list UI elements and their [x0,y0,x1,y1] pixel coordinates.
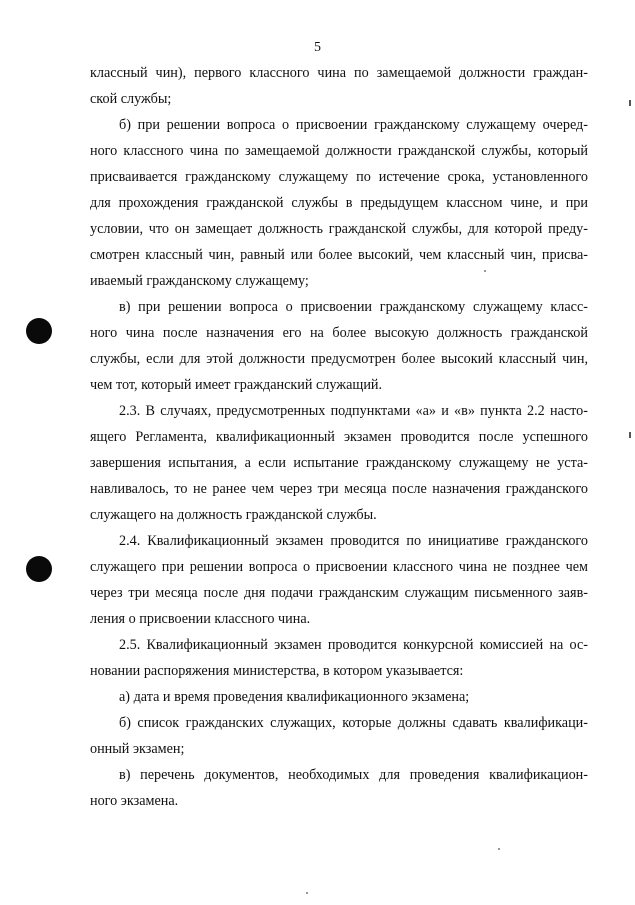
text-line: б) при решении вопроса о присвоении гражданскому служащему очеред- [119,117,588,133]
text-line: онный экзамен; [90,741,185,757]
text-line: ящего Регламента, квалификационный экзамен проводится после успешного [90,429,588,445]
text-line: в) при решении вопроса о присвоении гражданскому служащему класс- [119,299,588,315]
text-line: новании распоряжения министерства, в котором указывается: [90,663,464,679]
text-line: служащего при решении вопроса о присвоении классного чина не позднее чем [90,559,588,575]
punch-hole [26,318,52,344]
punch-hole [26,556,52,582]
text-line: а) дата и время проведения квалификационного экзамена; [119,689,470,705]
text-line: условии, что он замещает должность гражданской службы, для которой преду- [90,221,588,237]
text-line: чем тот, который имеет гражданский служащий. [90,377,383,393]
text-line: ного экзамена. [90,793,179,809]
edge-mark [629,100,631,106]
text-line: в) перечень документов, необходимых для проведения квалификацион- [119,767,588,783]
text-line: через три месяца после дня подачи гражданским служащим письменного заяв- [90,585,588,601]
text-line: 2.5. Квалификационный экзамен проводится конкурсной комиссией на ос- [119,637,588,653]
text-line: ного чина после назначения его на более высокую должность гражданской [90,325,588,341]
text-line: ного классного чина по замещаемой должности гражданской службы, который [90,143,588,159]
text-line: б) список гражданских служащих, которые должны сдавать квалификаци- [119,715,588,731]
text-line: навливалось, то не ранее чем через три месяца после назначения гражданского [90,481,588,497]
text-line: присваивается гражданскому служащему по истечение срока, установленного [90,169,588,185]
text-line: для прохождения гражданской службы в предыдущем классном чине, и при [90,195,588,211]
edge-mark [629,432,631,438]
text-line: служащего на должность гражданской службы. [90,507,377,523]
text-line: иваемый гражданскому служащему; [90,273,309,289]
text-line: смотрен классный чин, равный или более высокий, чем классный чин, присва- [90,247,588,263]
text-line: ской службы; [90,91,172,107]
text-line: завершения испытания, а если испытание гражданскому служащему не уста- [90,455,588,471]
scan-speck [306,892,308,894]
scan-speck [484,270,486,272]
text-line: службы, если для этой должности предусмотрен более высокий классный чин, [90,351,588,367]
text-line: 2.3. В случаях, предусмотренных подпунктами «а» и «в» пункта 2.2 насто- [119,403,588,419]
text-line: ления о присвоении классного чина. [90,611,311,627]
text-line: 2.4. Квалификационный экзамен проводится по инициативе гражданского [119,533,588,549]
page-number: 5 [314,40,321,55]
scan-speck [498,848,500,850]
text-line: классный чин), первого классного чина по замещаемой должности граждан- [90,65,588,81]
document-body [90,60,588,814]
